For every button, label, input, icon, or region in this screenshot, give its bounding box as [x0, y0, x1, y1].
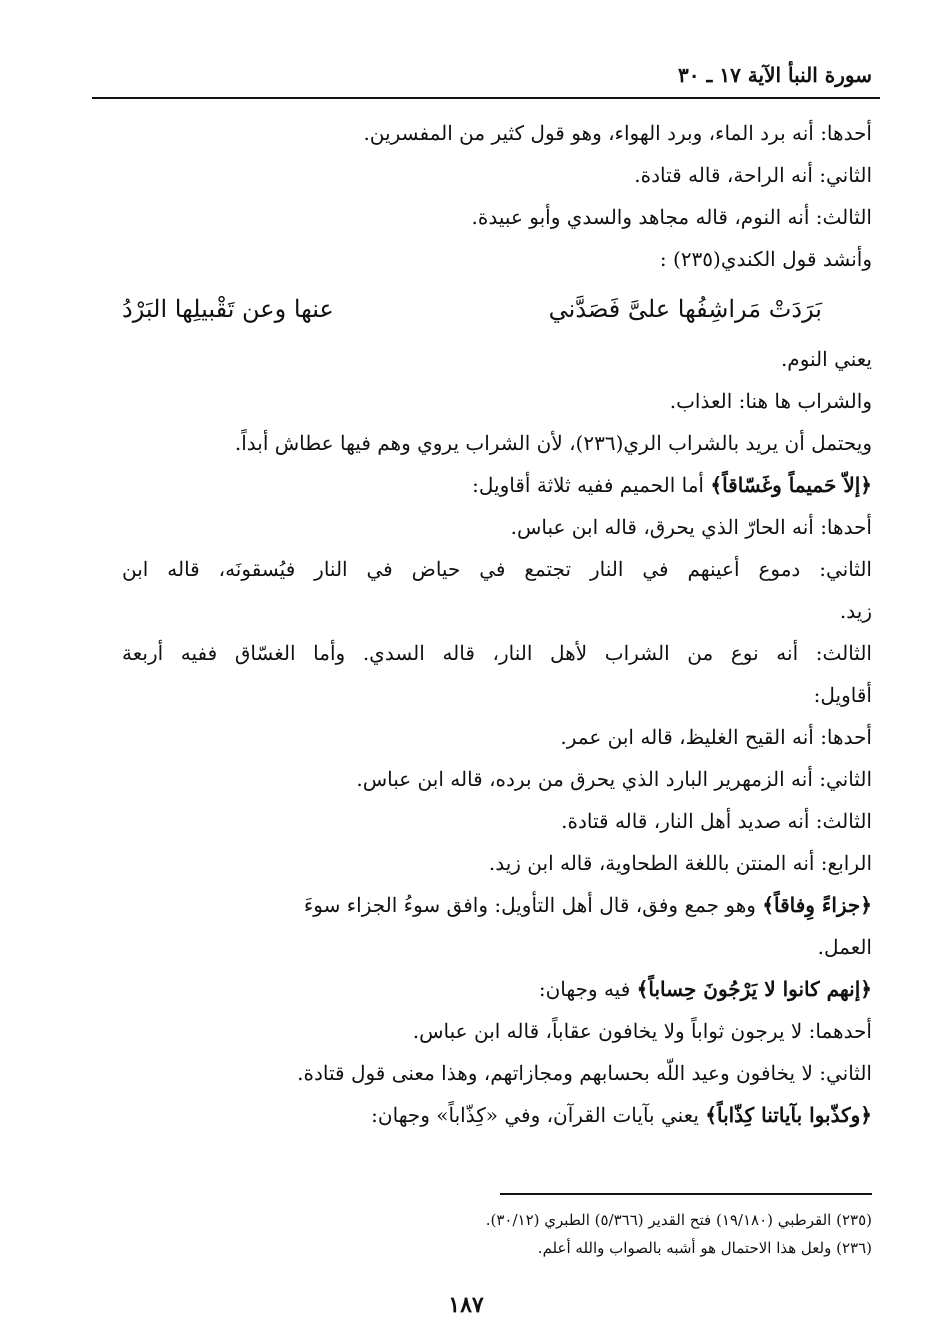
quran-quote: ﴿إلاّ حَميماً وغَسّاقاً﴾	[710, 473, 872, 497]
footnote-236: (٢٣٦) ولعل هذا الاحتمال هو أشبه بالصواب والله أعلم.	[537, 1239, 872, 1257]
poem-hemistich-left: عنها وعن تَقْبيلِها البَرْدُ	[122, 295, 334, 323]
verse-commentary: وهو جمع وفق، قال أهل التأويل: وافق سوءُ الجزاء سوءَ	[303, 893, 763, 917]
body-text	[122, 112, 872, 1136]
text-line: الرابع: أنه المنتن باللغة الطحاوية، قاله ابن زيد.	[488, 851, 872, 875]
text-line: زيد.	[839, 599, 872, 623]
text-line: الثاني: لا يخافون وعيد اللّه بحسابهم ومجازاتهم، وهذا معنى قول قتادة.	[297, 1061, 872, 1085]
text-line: أحدهما: لا يرجون ثواباً ولا يخافون عقاباً، قاله ابن عباس.	[412, 1019, 872, 1043]
text-line: أحدها: أنه برد الماء، وبرد الهواء، وهو قول كثير من المفسرين.	[363, 121, 872, 145]
text-line: الثالث: أنه النوم، قاله مجاهد والسدي وأبو عبيدة.	[471, 205, 872, 229]
poem-verse	[122, 280, 872, 338]
quran-verse-line	[122, 1094, 872, 1136]
text-line: والشراب ها هنا: العذاب.	[669, 389, 872, 413]
page-number: ١٨٧	[448, 1292, 484, 1318]
text-line: الثالث: أنه صديد أهل النار، قاله قتادة.	[561, 809, 872, 833]
quran-verse-line	[122, 968, 872, 1010]
poem-hemistich-right: بَرَدَتْ مَراشِفُها علىَّ فَصَدَّني	[548, 295, 822, 323]
header-rule	[92, 97, 880, 99]
text-line: العمل.	[817, 935, 872, 959]
footnote-rule	[500, 1193, 872, 1195]
text-line: أقاويل:	[813, 683, 872, 707]
text-line: وأنشد قول الكندي(٢٣٥) :	[659, 247, 872, 271]
verse-commentary: أما الحميم ففيه ثلاثة أقاويل:	[472, 473, 711, 497]
text-line: الثاني: أنه الزمهرير البارد الذي يحرق من برده، قاله ابن عباس.	[356, 767, 872, 791]
verse-commentary: فيه وجهان:	[538, 977, 637, 1001]
text-line: الثاني: أنه الراحة، قاله قتادة.	[634, 163, 872, 187]
text-line: الثالث: أنه نوع من الشراب لأهل النار، قاله السدي. وأما الغسّاق ففيه أربعة	[122, 641, 872, 665]
footnote-235: (٢٣٥) القرطبي (١٩/١٨٠) فتح القدير (٥/٣٦٦) الطبري (٣٠/١٢).	[485, 1211, 872, 1229]
running-title: سورة النبأ الآية ١٧ ـ ٣٠	[678, 63, 872, 87]
quran-quote: ﴿جزاءً وِفاقاً﴾	[762, 893, 872, 917]
text-line: الثاني: دموع أعينهم في النار تجتمع في حياض في النار فيُسقونَه، قاله ابن	[122, 557, 872, 581]
footnotes	[122, 1206, 872, 1262]
quran-verse-line	[122, 884, 872, 926]
text-line: يعني النوم.	[780, 347, 872, 371]
text-line: أحدها: أنه الحارّ الذي يحرق، قاله ابن عباس.	[510, 515, 872, 539]
verse-commentary: يعني بآيات القرآن، وفي «كِذّاباً» وجهان:	[371, 1103, 706, 1127]
text-line: أحدها: أنه القيح الغليظ، قاله ابن عمر.	[560, 725, 872, 749]
text-line: ويحتمل أن يريد بالشراب الري(٢٣٦)، لأن الشراب يروي وهم فيها عطاش أبداً.	[234, 431, 872, 455]
quran-quote: ﴿وكذّبوا بآياتنا كِذّاباً﴾	[705, 1103, 872, 1127]
quran-quote: ﴿إنهم كانوا لا يَرْجُونَ حِساباً﴾	[636, 977, 872, 1001]
quran-verse-line	[122, 464, 872, 506]
